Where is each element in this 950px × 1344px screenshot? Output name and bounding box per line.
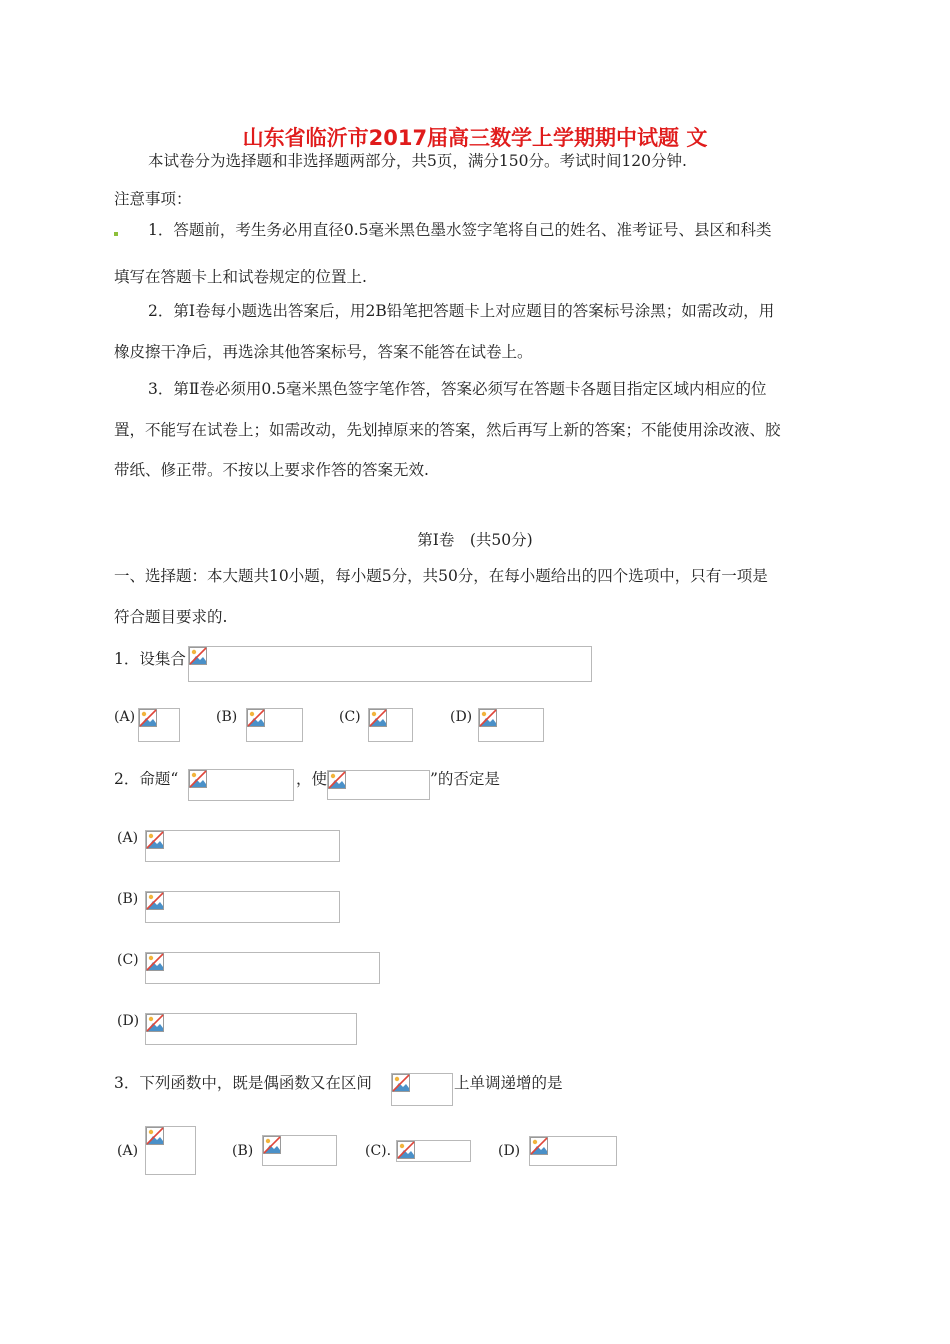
formula-image [391, 1073, 453, 1106]
document-title: 山东省临沂市2017届高三数学上学期期中试题 文 [242, 126, 708, 150]
broken-image-icon [369, 709, 387, 727]
broken-image-icon [479, 709, 497, 727]
formula-image [188, 769, 294, 801]
note-2-line-1: 2．第Ⅰ卷每小题选出答案后，用2B铅笔把答题卡上对应题目的答案标号涂黑；如需改动，用 [148, 302, 775, 320]
broken-image-icon [392, 1074, 410, 1092]
formula-image [246, 708, 303, 742]
broken-image-icon [247, 709, 265, 727]
formula-image [396, 1140, 471, 1162]
option-d-label: (D) [117, 1013, 140, 1029]
formula-image [145, 891, 340, 923]
option-a-label: (A) [117, 1143, 139, 1159]
option-a-label: (A) [114, 709, 136, 725]
section-title: 第Ⅰ卷 (共50分) [417, 531, 533, 549]
question-2-mid: ，使 [296, 770, 328, 788]
option-c-label: (C) [339, 709, 361, 725]
option-d-label: (D) [450, 709, 473, 725]
intro-text: 本试卷分为选择题和非选择题两部分，共5页，满分150分。考试时间120分钟. [148, 152, 687, 170]
formula-image [138, 708, 180, 742]
question-2-suffix: ”的否定是 [430, 770, 500, 788]
broken-image-icon [146, 953, 164, 971]
notes-heading: 注意事项： [114, 190, 192, 208]
question-1-stem: 1．设集合 [114, 650, 186, 668]
option-a-label: (A) [117, 830, 139, 846]
option-c-label: (C) [117, 952, 139, 968]
broken-image-icon [146, 1127, 164, 1145]
choice-instructions-line-1: 一、选择题：本大题共10小题，每小题5分，共50分，在每小题给出的四个选项中，只有一项是 [114, 567, 768, 585]
formula-image [262, 1135, 337, 1166]
broken-image-icon [139, 709, 157, 727]
note-2-line-2: 橡皮擦干净后，再选涂其他答案标号，答案不能答在试卷上。 [114, 343, 533, 361]
broken-image-icon [328, 771, 346, 789]
note-3-line-1: 3．第Ⅱ卷必须用0.5毫米黑色签字笔作答，答案必须写在答题卡各题目指定区域内相应的位 [148, 380, 767, 398]
edit-marker [114, 232, 118, 236]
broken-image-icon [189, 770, 207, 788]
question-2-prefix: 2．命题“ [114, 770, 179, 788]
formula-image [368, 708, 413, 742]
broken-image-icon [530, 1137, 548, 1155]
formula-image [145, 952, 380, 984]
broken-image-icon [189, 647, 207, 665]
option-d-label: (D) [498, 1143, 521, 1159]
broken-image-icon [146, 1014, 164, 1032]
option-b-label: (B) [232, 1143, 254, 1159]
option-b-label: (B) [216, 709, 238, 725]
option-b-label: (B) [117, 891, 139, 907]
question-3-suffix: 上单调递增的是 [454, 1074, 563, 1092]
formula-image [327, 770, 430, 800]
formula-image [145, 1126, 196, 1175]
note-1-line-2: 填写在答题卡上和试卷规定的位置上. [114, 268, 367, 286]
note-3-line-3: 带纸、修正带。不按以上要求作答的答案无效. [114, 461, 429, 479]
broken-image-icon [146, 892, 164, 910]
option-c-label: (C). [365, 1143, 392, 1159]
question-3-prefix: 3．下列函数中，既是偶函数又在区间 [114, 1074, 372, 1092]
note-1-line-1: 1．答题前，考生务必用直径0.5毫米黑色墨水签字笔将自己的姓名、准考证号、县区和科类 [148, 221, 772, 239]
broken-image-icon [263, 1136, 281, 1154]
formula-image [145, 1013, 357, 1045]
choice-instructions-line-2: 符合题目要求的. [114, 608, 228, 626]
formula-image [529, 1136, 617, 1166]
broken-image-icon [397, 1141, 415, 1159]
formula-image [478, 708, 544, 742]
note-3-line-2: 置，不能写在试卷上；如需改动，先划掉原来的答案，然后再写上新的答案；不能使用涂改液、胶 [114, 421, 781, 439]
formula-image [145, 830, 340, 862]
broken-image-icon [146, 831, 164, 849]
formula-image [188, 646, 592, 682]
